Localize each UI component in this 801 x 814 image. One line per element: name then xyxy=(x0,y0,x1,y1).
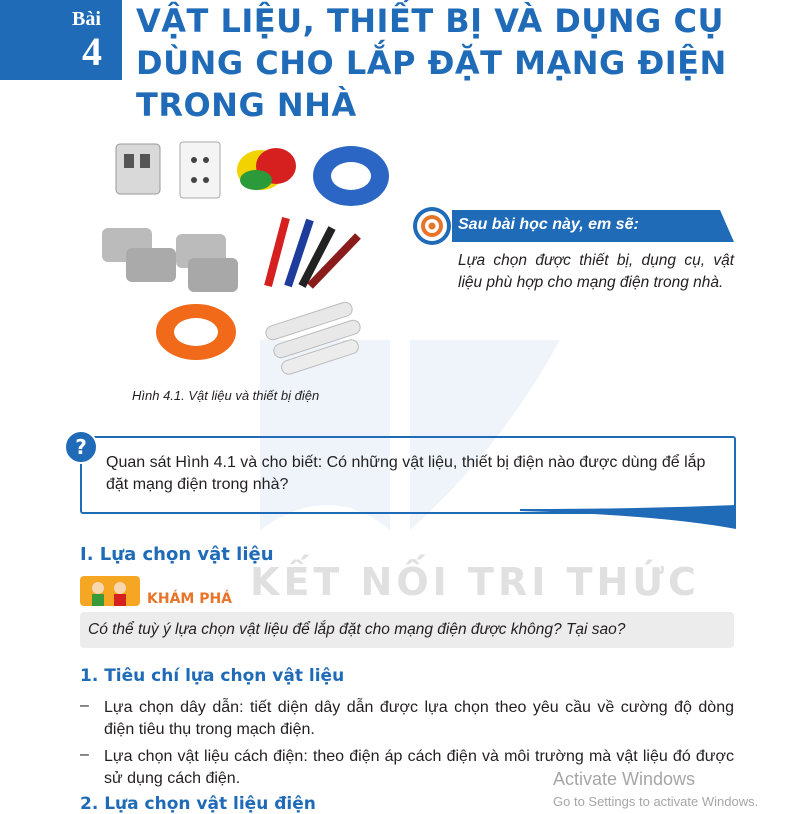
figure-caption: Hình 4.1. Vật liệu và thiết bị điện xyxy=(132,388,320,403)
subsection-title-1: 1. Tiêu chí lựa chọn vật liệu xyxy=(80,666,345,686)
explore-question: Có thể tuỳ ý lựa chọn vật liệu để lắp đặt cho mạng điện được không? Tại sao? xyxy=(88,621,626,638)
section-title: I. Lựa chọn vật liệu xyxy=(80,544,274,565)
activate-windows-subtitle: Go to Settings to activate Windows. xyxy=(553,794,759,809)
watermark-text: KẾT NỐI TRI THỨC xyxy=(250,560,700,604)
lesson-title-line-1: VẬT LIỆU, THIẾT BỊ VÀ DỤNG CỤ xyxy=(136,2,724,40)
explore-label: KHÁM PHÁ xyxy=(147,591,233,607)
objectives-title: Sau bài học này, em sẽ: xyxy=(458,216,639,233)
bullet-dash: – xyxy=(80,746,89,763)
bullet-item-insulation: Lựa chọn vật liệu cách điện: theo điện áp cách điện và môi trường mà vật liệu đó được sử dụng cách điện. xyxy=(104,748,734,787)
question-text: Quan sát Hình 4.1 và cho biết: Có những vật liệu, thiết bị điện nào được dùng để lắp đặt mạng điện trong nhà? xyxy=(106,454,706,493)
lesson-number: 4 xyxy=(82,29,102,74)
lesson-title-line-2: DÙNG CHO LẮP ĐẶT MẠNG ĐIỆN xyxy=(136,44,727,82)
lesson-word: Bài xyxy=(72,8,101,30)
subsection-title-2: 2. Lựa chọn vật liệu điện xyxy=(80,794,316,814)
objectives-text: Lựa chọn được thiết bị, dụng cụ, vật liệu phù hợp cho mạng điện trong nhà. xyxy=(458,252,734,291)
decorative-swoosh xyxy=(520,505,736,529)
activate-windows-title: Activate Windows xyxy=(553,769,696,789)
question-icon xyxy=(64,430,98,464)
explore-kids-icon xyxy=(80,576,140,606)
target-icon xyxy=(412,206,452,246)
svg-text:?: ? xyxy=(75,435,87,459)
electrical-materials-photo xyxy=(96,136,396,376)
bullet-dash: – xyxy=(80,697,89,714)
lesson-title-line-3: TRONG NHÀ xyxy=(136,86,357,124)
bullet-item-conductor: Lựa chọn dây dẫn: tiết diện dây dẫn được lựa chọn theo yêu cầu về cường độ dòng điện tiêu thụ trong mạch điện. xyxy=(104,699,734,738)
